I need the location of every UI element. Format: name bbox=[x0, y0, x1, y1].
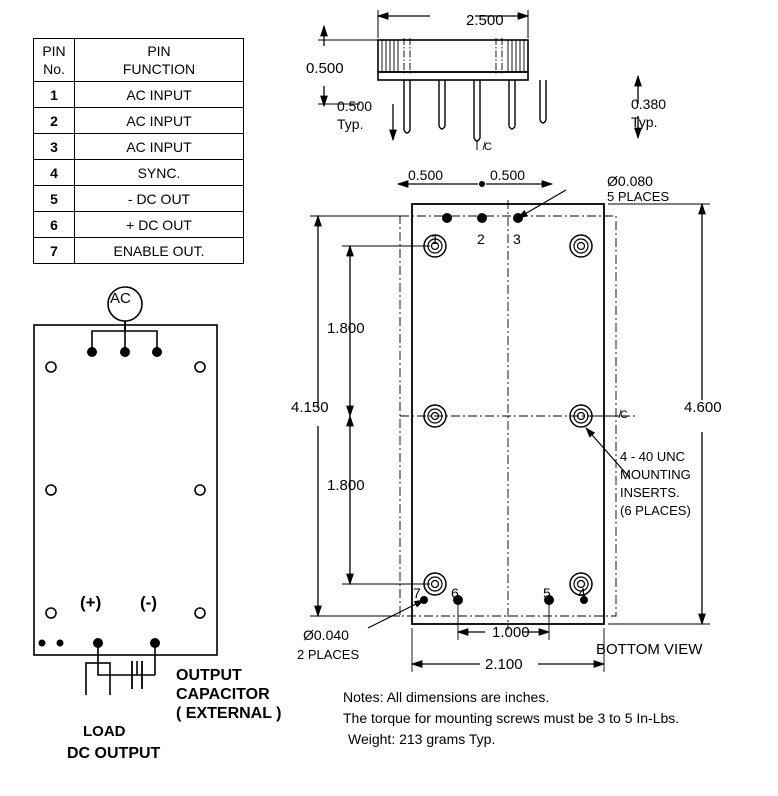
pin-function: - DC OUT bbox=[75, 186, 244, 212]
pitch-origin-dot bbox=[479, 181, 485, 187]
pin-function: + DC OUT bbox=[75, 212, 244, 238]
pin-number: 1 bbox=[34, 82, 75, 108]
pin-dot-ac3 bbox=[152, 347, 162, 357]
notes-line1: Notes: All dimensions are inches. bbox=[343, 689, 550, 705]
pin-function: AC INPUT bbox=[75, 108, 244, 134]
side-view bbox=[300, 8, 770, 178]
table-row bbox=[34, 212, 244, 238]
table-header-pin-function-line2: FUNCTION bbox=[122, 61, 196, 77]
dim-1800-top-label: 1.800 bbox=[327, 320, 365, 337]
insert-note-line1: 4 - 40 UNC bbox=[620, 449, 686, 464]
mounting-insert bbox=[46, 485, 56, 495]
small-hole-note-line2: 2 PLACES bbox=[297, 647, 360, 662]
dc-output-label: DC OUTPUT bbox=[67, 745, 161, 762]
bottom-view bbox=[290, 160, 770, 680]
pin-function: SYNC. bbox=[75, 160, 244, 186]
dim-1800-bottom-label: 1.800 bbox=[327, 477, 365, 494]
output-capacitor-line3: ( EXTERNAL ) bbox=[176, 705, 282, 722]
pin-function: ENABLE OUT. bbox=[75, 238, 244, 264]
end-hatching-right bbox=[508, 40, 524, 72]
table-header-pin-no bbox=[34, 39, 75, 82]
pin-label-5: 5 bbox=[543, 585, 551, 601]
dim-pitch-left-label: 0.500 bbox=[408, 167, 444, 183]
table-row bbox=[34, 160, 244, 186]
pin-number: 2 bbox=[34, 108, 75, 134]
notes-line3: Weight: 213 grams Typ. bbox=[348, 731, 496, 747]
pin-label-2: 2 bbox=[477, 231, 485, 247]
table-row bbox=[34, 186, 244, 212]
plus-output-label: (+) bbox=[80, 593, 102, 612]
pin-leads bbox=[404, 80, 546, 141]
output-wire-bottom bbox=[98, 643, 155, 675]
table-row bbox=[34, 238, 244, 264]
pin-dot-small bbox=[57, 640, 64, 647]
pin-dot-ac2 bbox=[120, 347, 130, 357]
table-header-pin-function bbox=[75, 39, 244, 82]
dim-4600-label: 4.600 bbox=[684, 399, 722, 416]
base-plate bbox=[378, 72, 528, 80]
pin-label-7: 7 bbox=[413, 585, 421, 601]
insert-note-line2: MOUNTING bbox=[620, 467, 691, 482]
load-label: LOAD bbox=[83, 723, 126, 740]
mounting-insert bbox=[195, 608, 205, 618]
end-hatching-left bbox=[382, 40, 398, 72]
table-row bbox=[34, 82, 244, 108]
module-outline bbox=[34, 325, 217, 655]
pin-dot-ac1 bbox=[87, 347, 97, 357]
dim-height-0500: 0.500 bbox=[306, 60, 344, 77]
lead-right-note-line1: 0.380 bbox=[631, 96, 667, 112]
pin-label-3: 3 bbox=[513, 231, 521, 247]
dim-1000-label: 1.000 bbox=[492, 624, 530, 641]
dim-4150-label: 4.150 bbox=[291, 399, 329, 416]
mounting-insert bbox=[195, 485, 205, 495]
pin-label-6: 6 bbox=[451, 585, 459, 601]
side-view-centerline-symbol: ̸C bbox=[484, 141, 492, 153]
mounting-insert bbox=[46, 608, 56, 618]
pin-label-4: 4 bbox=[578, 585, 586, 601]
pin-2-hole bbox=[477, 213, 487, 223]
pin-number: 3 bbox=[34, 134, 75, 160]
pin-1-hole bbox=[442, 213, 452, 223]
hidden-centerlines bbox=[404, 38, 502, 74]
dim-pitch-right-label: 0.500 bbox=[490, 167, 526, 183]
hidden-outline bbox=[400, 200, 636, 630]
connection-diagram bbox=[20, 275, 280, 695]
notes-line2: The torque for mounting screws must be 3 to 5 In-Lbs. bbox=[343, 710, 680, 726]
pin-dot-small bbox=[39, 640, 46, 647]
pin-function: AC INPUT bbox=[75, 82, 244, 108]
hole-dia-note-line1: Ø0.080 bbox=[607, 173, 653, 189]
pin-function-table bbox=[33, 38, 244, 264]
body-profile bbox=[378, 40, 528, 72]
pin-function: AC INPUT bbox=[75, 134, 244, 160]
mounting-insert bbox=[46, 362, 56, 372]
pin-number: 4 bbox=[34, 160, 75, 186]
output-capacitor-line1: OUTPUT bbox=[176, 667, 242, 684]
pin-label-1: 1 bbox=[431, 231, 439, 247]
insert-note-line3: INSERTS. bbox=[620, 485, 680, 500]
insert-note-line4: (6 PLACES) bbox=[620, 503, 691, 518]
lead-right-note-line2: Typ. bbox=[631, 114, 658, 130]
pin-number: 5 bbox=[34, 186, 75, 212]
small-hole-note-line1: Ø0.040 bbox=[303, 627, 349, 643]
table-header-pin-no-line1: PIN bbox=[42, 43, 66, 59]
dim-2100-label: 2.100 bbox=[485, 656, 523, 673]
output-capacitor-line2: CAPACITOR bbox=[176, 686, 270, 703]
minus-output-label: (-) bbox=[140, 593, 157, 612]
bottom-view-centerline-symbol: ̸C bbox=[620, 409, 628, 421]
lead-left-note-line2: Typ. bbox=[337, 116, 364, 132]
mounting-insert bbox=[195, 362, 205, 372]
table-row bbox=[34, 134, 244, 160]
table-header-row bbox=[34, 39, 244, 82]
table-header-pin-function-line1: PIN bbox=[147, 43, 171, 59]
pin-number: 7 bbox=[34, 238, 75, 264]
pin-number: 6 bbox=[34, 212, 75, 238]
hole-dia-note-line2: 5 PLACES bbox=[607, 189, 670, 204]
bottom-view-title: BOTTOM VIEW bbox=[596, 641, 703, 658]
lead-left-note-line1: 0.500 bbox=[337, 98, 373, 114]
table-header-pin-no-line2: No. bbox=[43, 61, 65, 77]
table-row bbox=[34, 108, 244, 134]
ac-source-label: AC bbox=[110, 290, 131, 307]
dim-width-2500: 2.500 bbox=[466, 12, 504, 29]
